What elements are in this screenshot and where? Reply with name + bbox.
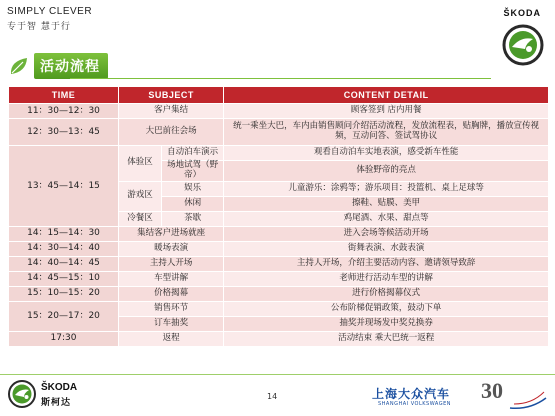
detail-cell: 活动结束 乘大巴统一返程: [224, 331, 549, 346]
detail-cell: 统一乘坐大巴，车内由销售顾问介绍活动流程，发放流程表，贴胸牌，播放宣传视频，互动问答、签试驾协议: [224, 119, 549, 146]
page-title: 活动流程: [34, 53, 108, 79]
subject-cell: 销售环节: [119, 301, 224, 316]
title-divider: [70, 78, 491, 79]
skoda-logo-icon: [499, 22, 547, 68]
subject-cell: 客户集结: [119, 104, 224, 119]
time-cell: 15：10—15：20: [9, 286, 119, 301]
subject-cell: 价格揭幕: [119, 286, 224, 301]
time-cell: 15：20—17：20: [9, 301, 119, 331]
subject-cell: 休闲: [162, 196, 224, 211]
detail-cell: 抽奖并现场发中奖兑换券: [224, 316, 549, 331]
anniversary-swoosh-icon: [480, 380, 550, 412]
brand-wordmark-bottom: ŠKODA: [41, 382, 78, 393]
detail-cell: 鸡尾酒、水果、甜点等: [224, 211, 549, 226]
leaf-icon: [8, 55, 30, 77]
table-row: [9, 226, 549, 241]
subject-cell: 暖场表演: [119, 241, 224, 256]
time-cell: 14：30—14：40: [9, 241, 119, 256]
table-header-row: [9, 87, 549, 104]
time-cell: 17:30: [9, 331, 119, 346]
skoda-logo-icon: [7, 379, 37, 409]
detail-cell: 公布阶梯促销政策，鼓动下单: [224, 301, 549, 316]
table-row: [9, 119, 549, 146]
detail-cell: 擦鞋、贴膜、美甲: [224, 196, 549, 211]
brand-wordmark-top: ŠKODA: [503, 8, 541, 18]
table-row: [9, 331, 549, 346]
table-row: [9, 286, 549, 301]
subject-cell: 返程: [119, 331, 224, 346]
table-row: [9, 241, 549, 256]
page-number: 14: [267, 392, 278, 401]
subject-cell: 大巴前往会场: [119, 119, 224, 146]
footer-divider: [0, 374, 555, 375]
area-cell: 体验区: [119, 146, 162, 182]
table-row: [9, 256, 549, 271]
svw-name-chinese: 上海大众汽车: [372, 387, 451, 401]
time-cell: 12：30—13：45: [9, 119, 119, 146]
detail-cell: 进入会场等候活动开场: [224, 226, 549, 241]
brand-name-chinese: 斯柯达: [41, 398, 72, 408]
header-subject: SUBJECT: [119, 87, 224, 104]
time-cell: 14：15—14：30: [9, 226, 119, 241]
subject-cell: 订车抽奖: [119, 316, 224, 331]
subject-cell: 集结客户进场就座: [119, 226, 224, 241]
detail-cell: 街舞表演、水鼓表演: [224, 241, 549, 256]
table-row: [9, 301, 549, 316]
subject-cell: 娱乐: [162, 181, 224, 196]
slogan-chinese: 专于智 慧于行: [7, 22, 71, 32]
time-cell: 14：45—15：10: [9, 271, 119, 286]
detail-cell: 儿童游乐：涂鸦等；游乐项目：投篮机、桌上足球等: [224, 181, 549, 196]
table-row: [9, 271, 549, 286]
subject-cell: 车型讲解: [119, 271, 224, 286]
subject-cell: 自动泊车演示: [162, 146, 224, 161]
detail-cell: 主持人开场，介绍主要活动内容、邀请领导致辞: [224, 256, 549, 271]
time-cell: 13：45—14：15: [9, 146, 119, 227]
detail-cell: 顾客签到 店内用餐: [224, 104, 549, 119]
area-cell: 游戏区: [119, 181, 162, 211]
slogan-english: SIMPLY CLEVER: [7, 6, 93, 17]
detail-cell: 进行价格揭幕仪式: [224, 286, 549, 301]
detail-cell: 观看自动泊车实地表演，感受新车性能: [224, 146, 549, 161]
subject-cell: 主持人开场: [119, 256, 224, 271]
table-row: [9, 146, 549, 161]
subject-cell: 场地试驾（野帝）: [162, 161, 224, 182]
area-cell: 冷餐区: [119, 211, 162, 226]
detail-cell: 体验野帝的亮点: [224, 161, 549, 182]
header-slogan: [7, 6, 92, 32]
svw-name-english: SHANGHAI VOLKSWAGEN: [378, 401, 451, 407]
time-cell: 11：30—12：30: [9, 104, 119, 119]
header-time: TIME: [9, 87, 119, 104]
table-row: [9, 104, 549, 119]
subject-cell: 茶歇: [162, 211, 224, 226]
schedule-table: [8, 86, 549, 347]
header-content-detail: CONTENT DETAIL: [224, 87, 549, 104]
detail-cell: 老师进行活动车型的讲解: [224, 271, 549, 286]
anniversary-number: 30: [481, 378, 503, 403]
time-cell: 14：40—14：45: [9, 256, 119, 271]
